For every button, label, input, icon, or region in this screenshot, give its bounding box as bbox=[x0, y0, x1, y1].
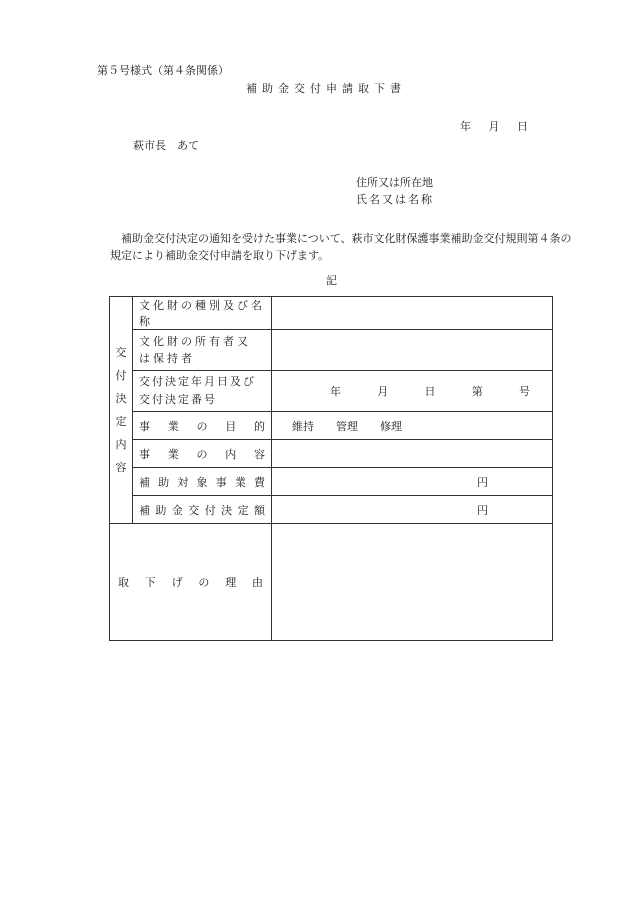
owner-field[interactable] bbox=[272, 330, 553, 371]
date-part-0: 年 bbox=[330, 385, 341, 398]
date-part-3: 第 bbox=[471, 385, 483, 398]
table-row bbox=[110, 524, 553, 641]
table-row bbox=[110, 440, 553, 468]
reason-field[interactable] bbox=[272, 524, 553, 641]
form-id: 第５号様式（第４条関係） bbox=[97, 64, 229, 77]
table-row bbox=[110, 371, 553, 412]
purpose-option-1[interactable]: 管理 bbox=[336, 419, 358, 433]
table-row bbox=[110, 297, 553, 330]
addressee: 萩市長 あて bbox=[133, 139, 199, 152]
purpose-option-2[interactable]: 修理 bbox=[380, 419, 402, 433]
reason-label: 取下げの理由 bbox=[110, 524, 272, 641]
date-line: 年 月 日 bbox=[460, 120, 528, 133]
table-row bbox=[110, 330, 553, 371]
table-row bbox=[110, 496, 553, 524]
group-label-text: 交 付 決 定 内 容 bbox=[115, 346, 127, 474]
date-part-4: 号 bbox=[519, 385, 530, 398]
cost-field[interactable]: 円 bbox=[272, 468, 553, 496]
row-label-decision bbox=[133, 371, 272, 412]
address-label: 住所又は所在地 bbox=[356, 176, 433, 189]
row-label-cost: 補助対象事業費 bbox=[133, 468, 272, 496]
decision-date-parts bbox=[272, 383, 552, 399]
ki-heading: 記 bbox=[326, 274, 337, 287]
date-part-2: 日 bbox=[424, 385, 436, 398]
purpose-option-0[interactable]: 維持 bbox=[292, 419, 314, 433]
row-label-purpose: 事業の目的 bbox=[133, 412, 272, 440]
body-text: 補助金交付決定の通知を受けた事業について、萩市文化財保護事業補助金交付規則第４条の規定により補助金交付申請を取り下げます。 bbox=[110, 232, 572, 262]
purpose-field[interactable] bbox=[272, 412, 553, 440]
date-part-1: 月 bbox=[377, 385, 389, 398]
decision-label-text: 交付決定年月日及び交付決定番号 bbox=[139, 375, 256, 406]
group-label bbox=[110, 297, 133, 524]
row-label-kind: 文化財の種別及び名称 bbox=[133, 297, 272, 330]
row-label-owner bbox=[133, 330, 272, 371]
row-label-content: 事業の内容 bbox=[133, 440, 272, 468]
name-label: 氏名又は名称 bbox=[356, 193, 434, 206]
amount-field[interactable]: 円 bbox=[272, 496, 553, 524]
table-row bbox=[110, 412, 553, 440]
document-title: 補助金交付申請取下書 bbox=[246, 82, 406, 95]
table-row bbox=[110, 468, 553, 496]
content-field[interactable] bbox=[272, 440, 553, 468]
row-label-amount: 補助金交付決定額 bbox=[133, 496, 272, 524]
kind-field[interactable] bbox=[272, 297, 553, 330]
owner-label-text: 文化財の所有者又は保持者 bbox=[139, 335, 251, 365]
decision-field[interactable] bbox=[272, 371, 553, 412]
application-table bbox=[109, 296, 553, 641]
